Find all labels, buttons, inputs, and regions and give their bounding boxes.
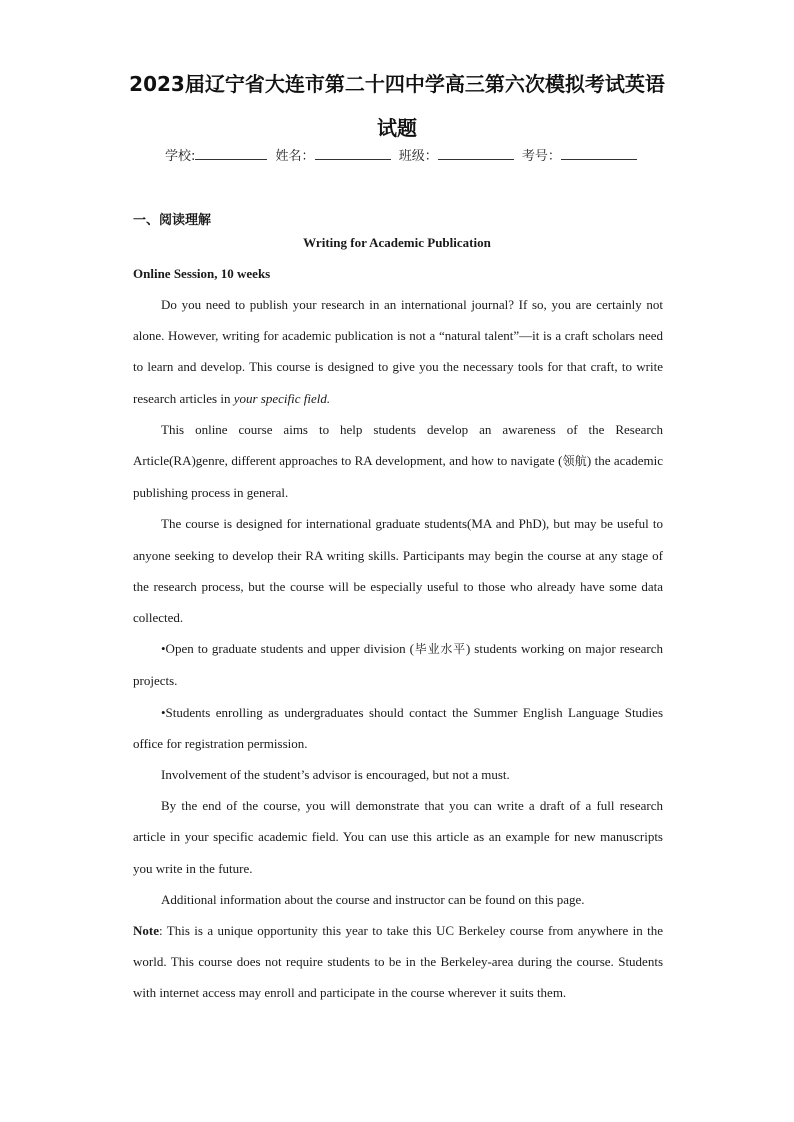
name-blank (315, 147, 391, 160)
exam-number-label: 考号： (521, 149, 561, 164)
article-body (133, 289, 663, 1009)
exam-number-blank (561, 147, 637, 160)
school-label: 学校: (165, 149, 196, 164)
bullet-2: •Students enrolling as undergraduates should contact the Summer English Language Studies office for registration permission. (133, 704, 663, 751)
paragraph-additional-info: Additional information about the course and instructor can be found on this page. (161, 891, 585, 907)
paragraph-1-italic: your specific field. (233, 390, 331, 406)
paragraph-2-text-b: ) the academic publishing process in general. (133, 453, 663, 501)
class-label: 班级： (398, 149, 438, 164)
paragraph-3: The course is designed for international graduate students(MA and PhD), but may be useful to anyone seeking to develop their RA writing skills. Participants may begin the course at any stage of the research process, but the course will be especially useful to those who already have some data collected. (133, 516, 663, 626)
paragraph-outcome: By the end of the course, you will demonstrate that you can write a draft of a full research article in your specific academic field. You can use this article as an example for new manuscripts you write in the future. (133, 798, 663, 876)
paragraph-2 (133, 414, 663, 509)
article-title: Writing for Academic Publication (303, 235, 491, 250)
paragraph-1-text: Do you need to publish your research in an international journal? If so, you are certainly not alone. However, writing for academic publication is not a “natural talent”—it is a craft scholars need to learn and develop. This course is designed to give you the necessary tools for that craft, to write research articles in (133, 297, 663, 406)
bullet-1-gloss: 毕业水平 (414, 642, 466, 657)
bullet-1-text-b: ) students working on major research projects. (133, 641, 663, 689)
paragraph-1 (133, 289, 663, 414)
document-title-line1: 2023届辽宁省大连市第二十四中学高三第六次模拟考试英语 (129, 72, 665, 96)
note-label: Note (133, 923, 159, 939)
note-text: : This is a unique opportunity this year to take this UC Berkeley course from anywhere in the world. This course does not require students to be in the Berkeley-area during the course. Students with internet access may enroll and participate in the course wherever it suits them. (133, 923, 663, 1001)
document-title-line2: 试题 (377, 116, 417, 140)
article-subtitle: Online Session, 10 weeks (133, 266, 271, 281)
paragraph-2-gloss: 领航 (562, 454, 587, 469)
school-blank (195, 147, 267, 160)
paragraph-2-text-a: This online course aims to help students develop an awareness of the Research Article(RA)genre, different approaches to RA development, and how to navigate ( (133, 421, 663, 469)
section-heading: 一、阅读理解 (133, 213, 212, 228)
name-label: 姓名： (275, 149, 315, 164)
bullet-1-text-a: •Open to graduate students and upper division ( (161, 641, 415, 657)
bullet-1 (133, 633, 663, 696)
class-blank (438, 147, 514, 160)
paragraph-advisor: Involvement of the student’s advisor is encouraged, but not a must. (161, 767, 510, 783)
note-paragraph (133, 915, 663, 1009)
student-info-row (165, 145, 641, 164)
